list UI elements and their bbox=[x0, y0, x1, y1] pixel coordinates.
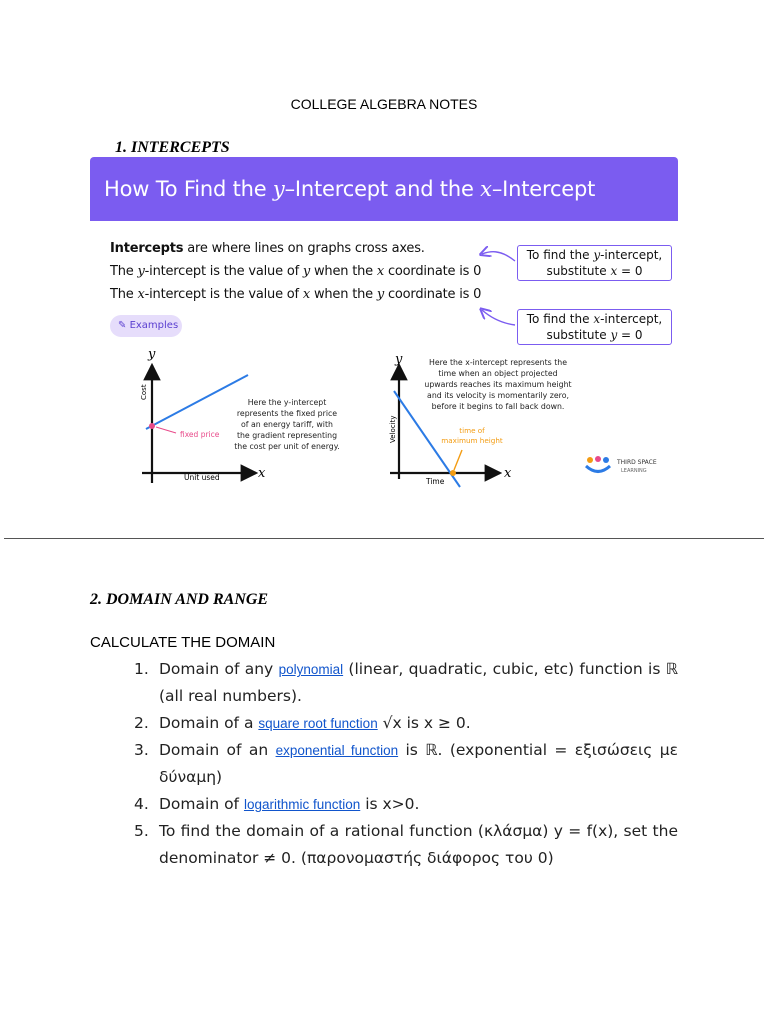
graph2-y-label: y bbox=[395, 352, 403, 367]
third-space-learning-logo bbox=[586, 456, 657, 474]
list-item: 2. Domain of a square root function √x is x ≥ 0. bbox=[134, 714, 471, 732]
graph2-pointer bbox=[454, 450, 462, 470]
graph1-y-label: y bbox=[148, 347, 156, 362]
graph2-desc-line: Here the x-intercept represents the bbox=[428, 358, 568, 367]
x-intercept-definition: The x-intercept is the value of x when the y coordinate is 0 bbox=[110, 287, 482, 302]
graph1-desc-line: represents the fixed price bbox=[236, 409, 338, 418]
logarithmic-function-link[interactable]: logarithmic function bbox=[243, 797, 361, 812]
intercepts-definition: Intercepts are where lines on graphs cross axes. bbox=[110, 241, 425, 256]
section-divider bbox=[4, 538, 764, 539]
domain-rules-list bbox=[134, 656, 678, 872]
graph1-line bbox=[146, 375, 248, 429]
examples-badge: ✎ Examples bbox=[110, 315, 182, 337]
infographic-banner: How To Find the y–Intercept and the x–Intercept bbox=[90, 157, 678, 221]
graph2-xlabel-time: Time bbox=[426, 477, 445, 486]
callout-y-intercept: To find the y-intercept, substitute x = 0 bbox=[517, 245, 672, 281]
graph1-x-label: x bbox=[258, 466, 266, 481]
subheading-calculate-domain: CALCULATE THE DOMAIN bbox=[90, 634, 276, 651]
graph2-x-intercept-point bbox=[450, 470, 456, 476]
graph-velocity-time bbox=[389, 352, 572, 487]
graph2-point-label: time of bbox=[459, 426, 485, 435]
graph1-point-label: fixed price bbox=[180, 430, 220, 439]
intercepts-infographic bbox=[90, 157, 678, 499]
document-title: COLLEGE ALGEBRA NOTES bbox=[290, 96, 478, 112]
graph2-desc-line: upwards reaches its maximum height bbox=[424, 380, 572, 389]
list-item: 5. To find the domain of a rational function (κλάσμα) y = f(x), set the denominator ≠ 0. (παρονομαστής διάφορος του 0) bbox=[134, 822, 678, 867]
y-intercept-definition: The y-intercept is the value of y when the x coordinate is 0 bbox=[110, 264, 482, 279]
graph1-desc-line: the cost per unit of energy. bbox=[234, 442, 340, 451]
callout-x-intercept: To find the x-intercept, substitute y = 0 bbox=[517, 309, 672, 345]
graph1-xlabel-unit: Unit used bbox=[184, 473, 220, 482]
graph2-x-label: x bbox=[504, 466, 512, 481]
exponential-function-link[interactable]: exponential function bbox=[275, 743, 399, 758]
graph2-desc-line: before it begins to fall back down. bbox=[431, 402, 565, 411]
brand-line2: LEARNING bbox=[621, 468, 647, 474]
graph1-pointer bbox=[156, 427, 176, 433]
graph1-y-intercept-point bbox=[149, 423, 155, 429]
brand-line1: THIRD SPACE bbox=[617, 459, 657, 466]
graph1-desc-line: of an energy tariff, with bbox=[241, 420, 333, 429]
polynomial-link[interactable]: polynomial bbox=[278, 662, 344, 677]
callout-arrow-1 bbox=[482, 252, 515, 261]
graph-fixed-price bbox=[140, 347, 340, 483]
section-heading-intercepts: 1. INTERCEPTS bbox=[115, 139, 230, 156]
graph2-desc-line: and its velocity is momentarily zero, bbox=[427, 391, 569, 400]
example-graphs bbox=[90, 157, 678, 499]
graph1-ylabel-cost: Cost bbox=[140, 384, 148, 400]
callout-arrow-2 bbox=[482, 310, 515, 325]
list-item: 3. Domain of an exponential function is ℝ. (exponential = εξισώσεις με δύναμη) bbox=[134, 741, 678, 786]
section-heading-domain-range: 2. DOMAIN AND RANGE bbox=[90, 591, 269, 608]
graph2-desc-line: time when an object projected bbox=[438, 369, 558, 378]
square-root-function-link[interactable]: square root function bbox=[258, 716, 378, 731]
graph1-desc-line: the gradient representing bbox=[236, 431, 338, 440]
list-item: 1. Domain of any polynomial (linear, quadratic, cubic, etc) function is ℝ (all real numbers). bbox=[134, 660, 678, 705]
graph1-desc-line: Here the y-intercept bbox=[247, 398, 327, 407]
list-item: 4. Domain of logarithmic function is x>0. bbox=[134, 795, 420, 813]
graph2-ylabel-velocity: Velocity bbox=[389, 415, 397, 443]
graph2-point-label: maximum height bbox=[441, 436, 503, 445]
pencil-icon: ✎ bbox=[118, 320, 130, 331]
